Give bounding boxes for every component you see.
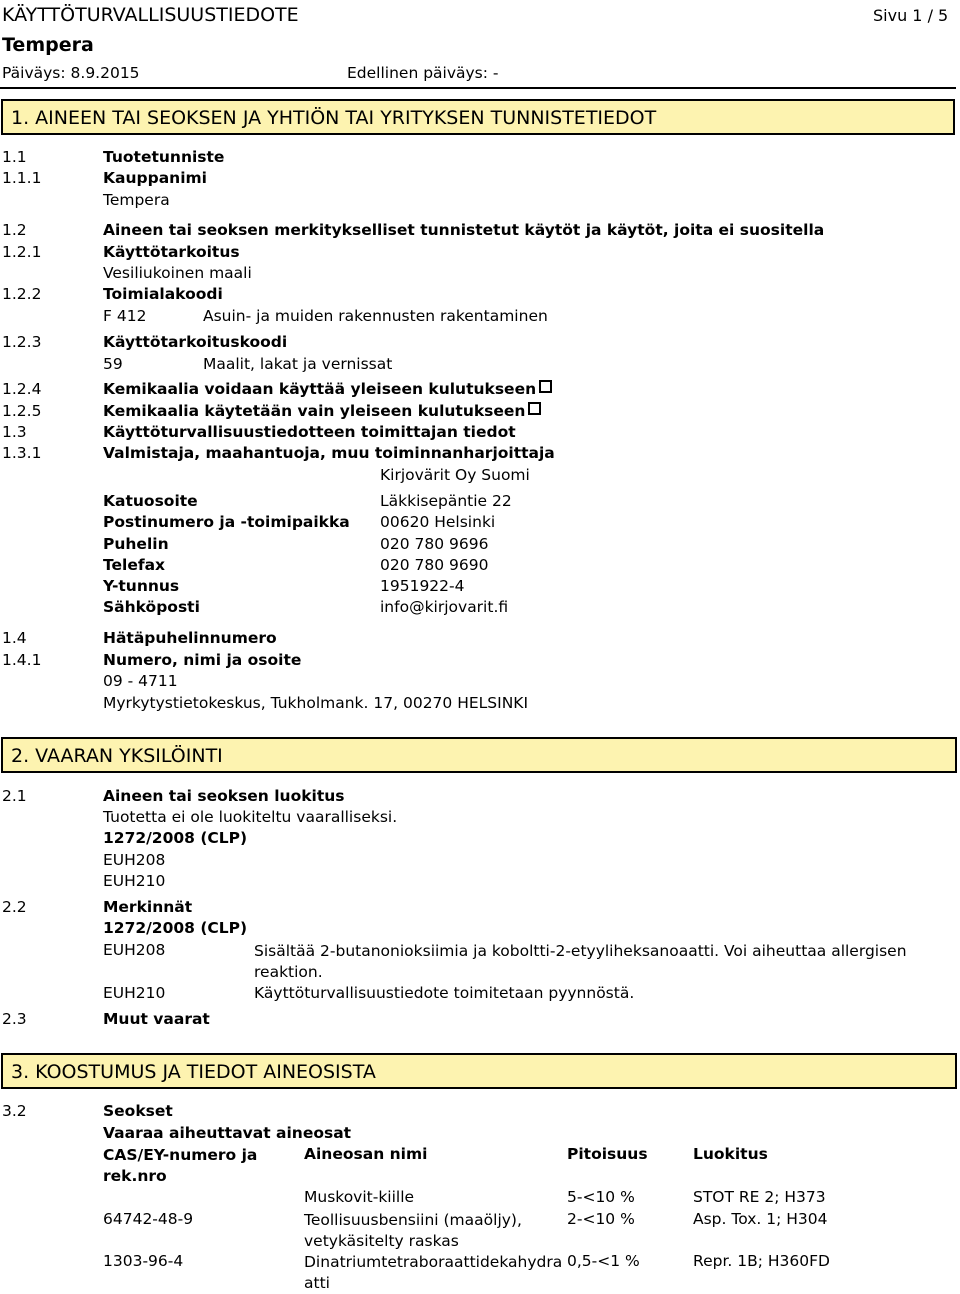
section-number: 1.2.5 (2, 402, 42, 420)
section-number: 1.1 (2, 148, 27, 166)
checkbox-icon (528, 402, 541, 415)
table-cell: STOT RE 2; H373 (693, 1188, 826, 1206)
field-label: Käyttötarkoituskoodi (103, 333, 288, 351)
section-number: 2.1 (2, 787, 27, 805)
contact-label: Sähköposti (103, 598, 200, 616)
emergency-address: Myrkytystietokeskus, Tukholmank. 17, 00270 HELSINKI (103, 694, 529, 712)
header-divider (0, 87, 956, 89)
regulation: 1272/2008 (CLP) (103, 919, 248, 937)
contact-label: Telefax (103, 556, 166, 574)
section-number: 1.4 (2, 629, 27, 647)
table-cell: Teollisuusbensiini (maaöljy), vetykäsitelty raskas (304, 1211, 522, 1250)
field-label: Valmistaja, maahantuoja, muu toiminnanharjoittaja (103, 444, 555, 462)
contact-value: 00620 Helsinki (380, 513, 496, 531)
field-label: Toimialakoodi (103, 285, 223, 303)
section-3-heading: 3. KOOSTUMUS JA TIEDOT AINEOSISTA (1, 1053, 957, 1089)
table-cell: 1303-96-4 (103, 1252, 184, 1270)
hazard-statement: Sisältää 2-butanonioksiimia ja koboltti-2-etyyliheksanoaatti. Voi aiheuttaa allergisen reaktion. (254, 942, 907, 981)
field-label: Kauppanimi (103, 169, 207, 187)
table-header: Luokitus (693, 1145, 768, 1163)
field-label: Seokset (103, 1102, 173, 1120)
industry-description: Asuin- ja muiden rakennusten rakentaminen (203, 307, 548, 325)
field-label: Merkinnät (103, 898, 193, 916)
table-header: Pitoisuus (567, 1145, 648, 1163)
contact-value: Läkkisepäntie 22 (380, 492, 512, 510)
table-cell: Dinatriumtetraboraattidekahydraatti (304, 1253, 563, 1292)
section-number: 2.3 (2, 1010, 27, 1028)
consumer-only-field: Kemikaalia käytetään vain yleiseen kulutukseen (103, 402, 541, 420)
field-label: Hätäpuhelinnumero (103, 629, 277, 647)
contact-label: Y-tunnus (103, 577, 180, 595)
subheading: Vaaraa aiheuttavat aineosat (103, 1124, 352, 1142)
previous-date: Edellinen päiväys: - (347, 64, 499, 82)
section-number: 1.3.1 (2, 444, 42, 462)
document-title: KÄYTTÖTURVALLISUUSTIEDOTE (2, 4, 299, 26)
company-name: Kirjovärit Oy Suomi (380, 466, 530, 484)
hazard-code: EUH208 (103, 851, 166, 869)
use-code-description: Maalit, lakat ja vernissat (203, 355, 393, 373)
contact-value: 020 780 9690 (380, 556, 489, 574)
consumer-use-field: Kemikaalia voidaan käyttää yleiseen kulutukseen (103, 380, 552, 398)
product-name: Tempera (2, 34, 94, 56)
contact-value: 1951922-4 (380, 577, 465, 595)
email-link[interactable]: info@kirjovarit.fi (380, 598, 509, 616)
table-cell: 0,5-<1 % (567, 1252, 640, 1270)
classification-text: Tuotetta ei ole luokiteltu vaaralliseksi. (103, 808, 398, 826)
checkbox-icon (539, 380, 552, 393)
section-number: 1.2.4 (2, 380, 42, 398)
table-header: Aineosan nimi (304, 1145, 428, 1163)
use-code: 59 (103, 355, 123, 373)
section-1-heading: 1. AINEEN TAI SEOKSEN JA YHTIÖN TAI YRITYKSEN TUNNISTETIEDOT (1, 99, 955, 135)
table-header: CAS/EY-numero ja rek.nro (103, 1146, 258, 1185)
section-number: 1.1.1 (2, 169, 42, 187)
section-number: 3.2 (2, 1102, 27, 1120)
section-number: 1.2 (2, 221, 27, 239)
field-label: Aineen tai seoksen merkitykselliset tunnistetut käytöt ja käytöt, joita ei suositella (103, 221, 825, 239)
hazard-code: EUH210 (103, 984, 166, 1002)
use-value: Vesiliukoinen maali (103, 264, 252, 282)
trade-name-value: Tempera (103, 191, 170, 209)
field-label: Aineen tai seoksen luokitus (103, 787, 345, 805)
field-label: Käyttötarkoitus (103, 243, 240, 261)
table-cell: Repr. 1B; H360FD (693, 1252, 830, 1270)
table-cell: Muskovit-kiille (304, 1188, 415, 1206)
industry-code: F 412 (103, 307, 147, 325)
table-cell: 5-<10 % (567, 1188, 635, 1206)
hazard-code: EUH210 (103, 872, 166, 890)
section-number: 1.2.2 (2, 285, 42, 303)
table-cell: Asp. Tox. 1; H304 (693, 1210, 828, 1228)
contact-label: Postinumero ja -toimipaikka (103, 513, 350, 531)
field-label: Tuotetunniste (103, 148, 225, 166)
section-number: 1.4.1 (2, 651, 42, 669)
field-label: Käyttöturvallisuustiedotteen toimittajan tiedot (103, 423, 516, 441)
section-number: 2.2 (2, 898, 27, 916)
section-2-heading: 2. VAARAN YKSILÖINTI (1, 737, 957, 773)
date: Päiväys: 8.9.2015 (2, 64, 140, 82)
contact-label: Katuosoite (103, 492, 198, 510)
regulation: 1272/2008 (CLP) (103, 829, 248, 847)
page-number: Sivu 1 / 5 (873, 6, 949, 25)
field-label: Numero, nimi ja osoite (103, 651, 302, 669)
field-label: Muut vaarat (103, 1010, 210, 1028)
table-cell: 2-<10 % (567, 1210, 635, 1228)
section-number: 1.3 (2, 423, 27, 441)
contact-label: Puhelin (103, 535, 169, 553)
hazard-code: EUH208 (103, 941, 166, 959)
section-number: 1.2.3 (2, 333, 42, 351)
contact-value: 020 780 9696 (380, 535, 489, 553)
emergency-phone: 09 - 4711 (103, 672, 178, 690)
table-cell: 64742-48-9 (103, 1210, 194, 1228)
section-number: 1.2.1 (2, 243, 42, 261)
hazard-statement: Käyttöturvallisuustiedote toimitetaan pyynnöstä. (254, 984, 635, 1002)
